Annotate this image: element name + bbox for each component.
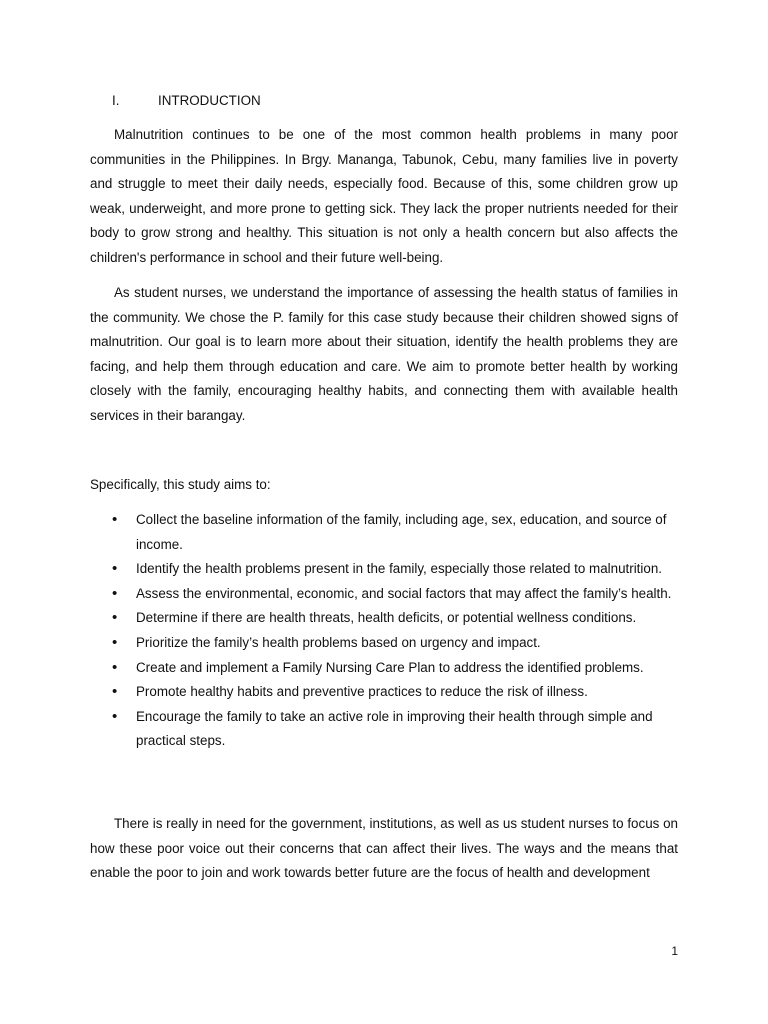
bullet-icon: •	[112, 683, 118, 701]
bullet-icon: •	[112, 511, 118, 528]
list-item-text: Collect the baseline information of the family, including age, sex, education, and source of income.	[136, 512, 667, 552]
bullet-icon: •	[112, 658, 118, 676]
list-item-text: Assess the environmental, economic, and social factors that may affect the family’s health.	[136, 585, 672, 601]
closing-paragraph: There is really in need for the government, institutions, as well as us student nurses to focus on how these poor voice out their concerns that can affect their lives. The ways and the means that enable the poor to join and work towards better future are the focus of health and development	[90, 816, 678, 881]
bullet-icon: •	[112, 707, 118, 725]
section-number: I.	[112, 93, 120, 108]
list-item	[108, 508, 678, 557]
list-item	[108, 705, 678, 754]
list-item	[108, 656, 678, 681]
list-item-text: Promote healthy habits and preventive practices to reduce the risk of illness.	[136, 684, 588, 700]
page-number: 1	[671, 944, 678, 958]
aims-list	[108, 508, 678, 754]
section-heading	[112, 92, 261, 110]
bullet-icon: •	[112, 560, 118, 578]
section-title: INTRODUCTION	[158, 93, 261, 108]
list-item-text: Determine if there are health threats, health deficits, or potential wellness conditions.	[136, 610, 637, 626]
list-item	[108, 582, 678, 607]
list-item-text: Identify the health problems present in the family, especially those related to malnutrition.	[136, 561, 662, 577]
intro-paragraph-1: Malnutrition continues to be one of the most common health problems in many poor communities in the Philippines. In Brgy. Mananga, Tabunok, Cebu, many families live in poverty and struggle to meet their daily needs, especially food. Because of this, some children grow up weak, underweight, and more prone to getting sick. They lack the proper nutrients needed for their body to grow strong and healthy. This situation is not only a health concern but also affects the children's performance in school and their future well-being.	[90, 127, 678, 265]
aims-lead-in: Specifically, this study aims to:	[90, 477, 271, 492]
list-item	[108, 606, 678, 631]
bullet-icon: •	[112, 584, 118, 602]
list-item	[108, 631, 678, 656]
bullet-icon: •	[112, 609, 118, 627]
intro-paragraph-2: As student nurses, we understand the importance of assessing the health status of families in the community. We chose the P. family for this case study because their children showed signs of malnutrition. Our goal is to learn more about their situation, identify the health problems they are facing, and help them through education and care. We aim to promote better health by working closely with the family, encouraging healthy habits, and connecting them with available health services in their barangay.	[90, 285, 678, 423]
list-item	[108, 680, 678, 705]
bullet-icon: •	[112, 633, 118, 651]
list-item-text: Create and implement a Family Nursing Care Plan to address the identified problems.	[136, 659, 644, 675]
list-item	[108, 557, 678, 582]
list-item-text: Encourage the family to take an active role in improving their health through simple and practical steps.	[136, 708, 653, 749]
list-item-text: Prioritize the family’s health problems based on urgency and impact.	[136, 634, 541, 650]
